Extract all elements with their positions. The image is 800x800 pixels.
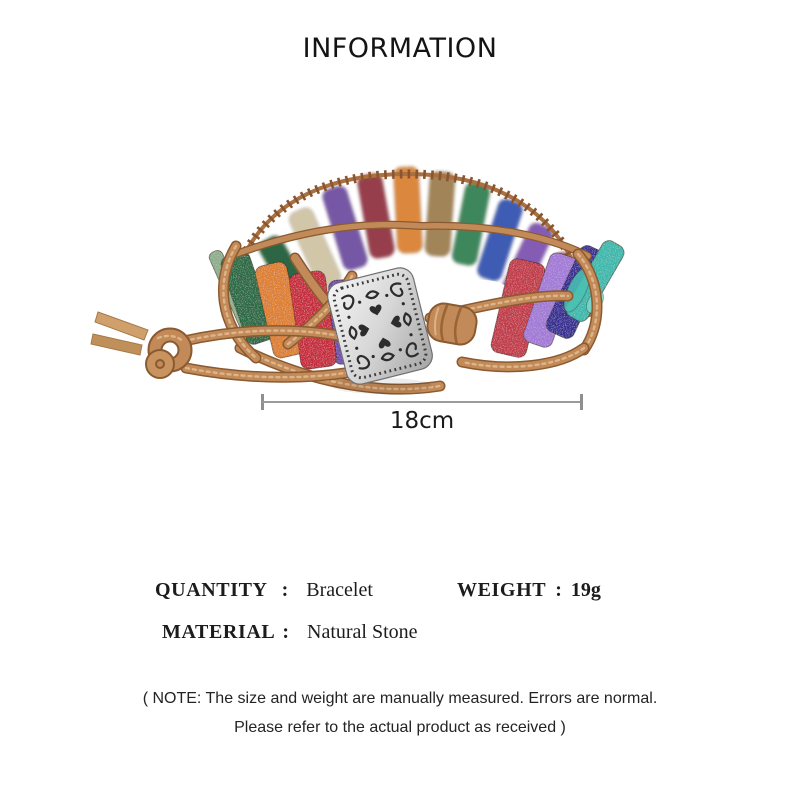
spec-material <box>162 619 418 645</box>
page-title: INFORMATION <box>302 33 498 64</box>
spec-quantity-label: QUANTITY <box>155 579 268 601</box>
product-note-line2: Please refer to the actual product as received ) <box>234 719 566 736</box>
spec-material-label: MATERIAL <box>162 621 276 643</box>
spec-quantity-value: Bracelet <box>306 579 373 601</box>
spec-quantity-colon: : <box>281 579 289 601</box>
product-note-line1: ( NOTE: The size and weight are manually measured. Errors are normal. <box>142 690 658 707</box>
spec-quantity <box>155 577 373 603</box>
spec-material-value: Natural Stone <box>307 621 418 643</box>
spec-weight-label: WEIGHT <box>457 579 547 601</box>
spec-weight-colon: : <box>555 579 562 601</box>
spec-weight <box>457 577 601 603</box>
dimension-line <box>262 401 582 403</box>
spec-material-colon: : <box>282 621 289 643</box>
product-photo-bracelet <box>90 162 710 410</box>
dimension-label: 18cm <box>389 408 455 434</box>
clasp-shadow <box>332 378 432 394</box>
spec-weight-value: 19g <box>570 579 601 601</box>
bracelet-cord-knot <box>151 335 185 373</box>
